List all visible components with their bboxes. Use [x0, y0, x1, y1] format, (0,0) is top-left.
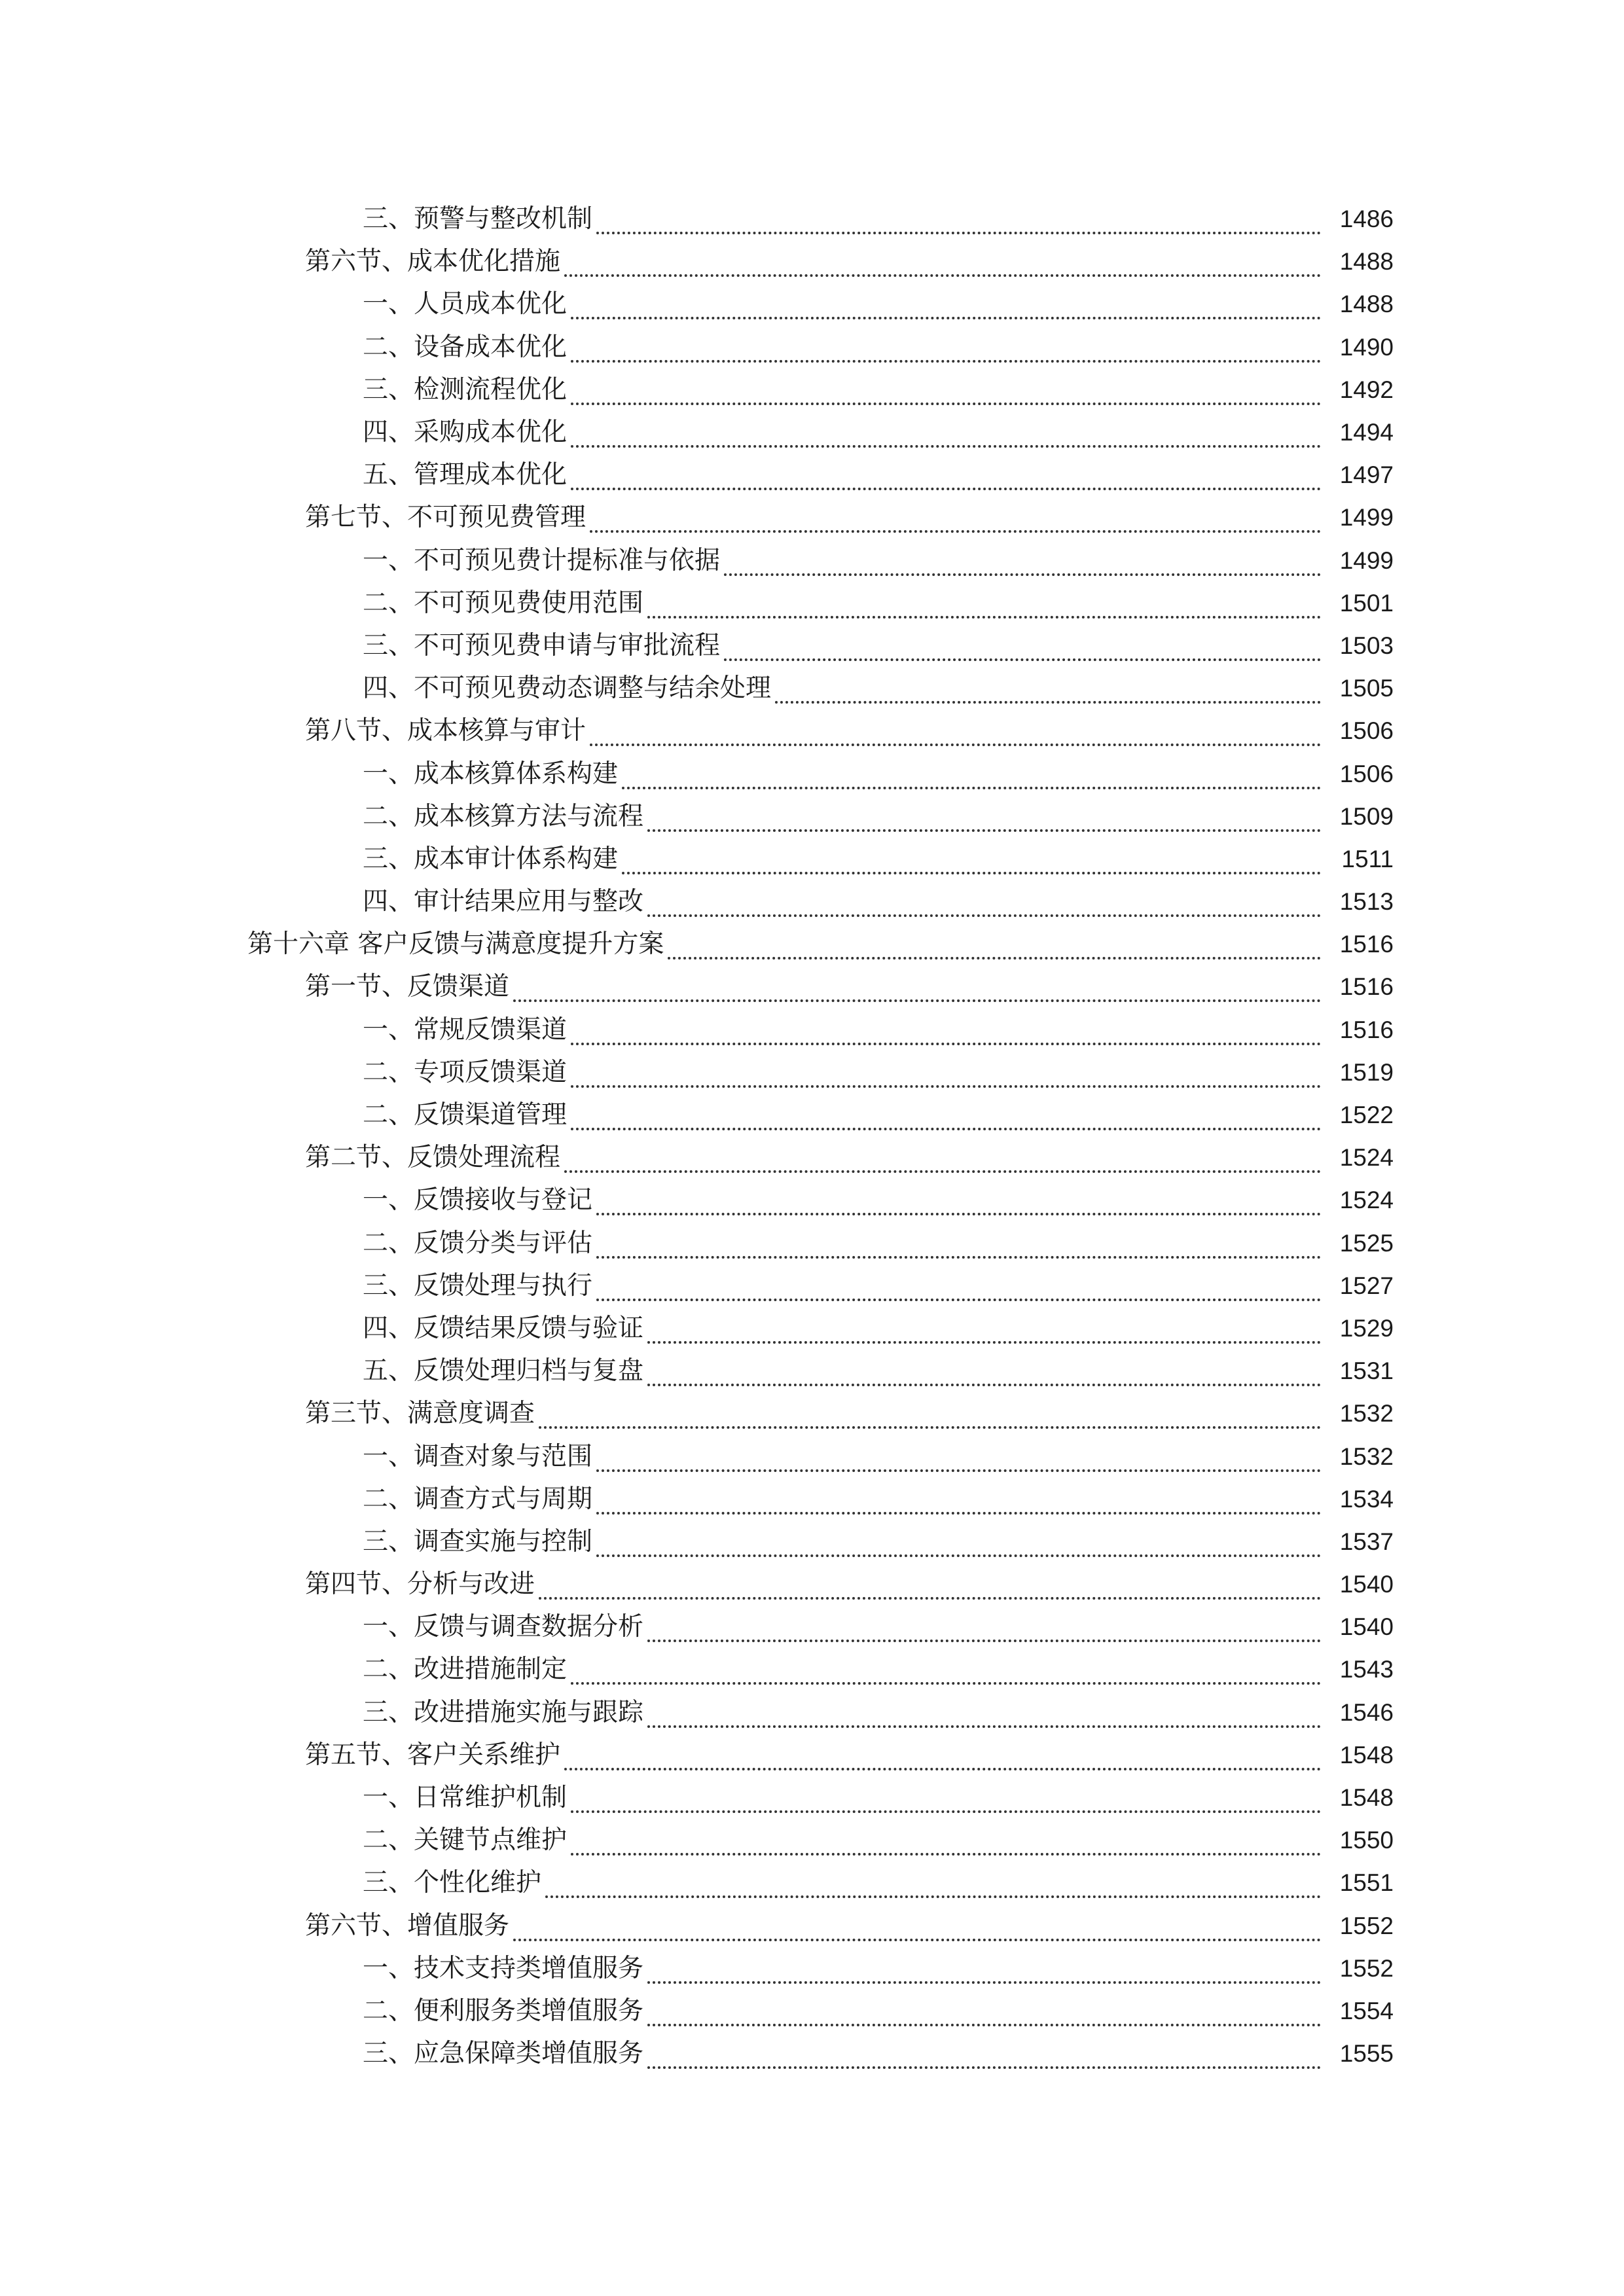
toc-entry[interactable]: [0, 411, 1624, 454]
toc-entry-page-number: 1524: [1339, 1144, 1394, 1172]
toc-dot-leader: [622, 761, 1321, 789]
toc-entry-page-number: 1513: [1339, 888, 1394, 916]
toc-entry[interactable]: [0, 1563, 1624, 1605]
toc-entry-title: 第十六章 客户反馈与满意度提升方案: [247, 929, 664, 960]
toc-entry-page-number: 1490: [1339, 333, 1394, 361]
toc-entry-title: 一、人员成本优化: [363, 289, 568, 319]
toc-entry-title: 二、设备成本优化: [363, 332, 568, 362]
toc-dot-leader: [647, 804, 1321, 832]
toc-dot-leader: [596, 1230, 1321, 1259]
toc-dot-leader: [647, 2041, 1321, 2069]
toc-entry[interactable]: [0, 1905, 1624, 1947]
toc-entry[interactable]: [0, 965, 1624, 1008]
toc-entry-title: 四、采购成本优化: [363, 418, 568, 448]
toc-entry[interactable]: [0, 1648, 1624, 1691]
toc-entry[interactable]: [0, 1861, 1624, 1904]
toc-entry-page-number: 1534: [1339, 1485, 1394, 1513]
toc-entry-page-number: 1509: [1339, 802, 1394, 830]
toc-entry-page-number: 1529: [1339, 1314, 1394, 1342]
toc-entry[interactable]: [0, 1307, 1624, 1350]
toc-entry-title: 一、日常维护机制: [363, 1783, 568, 1813]
toc-entry[interactable]: [0, 1009, 1624, 1051]
toc-entry-title: 一、反馈接收与登记: [363, 1185, 593, 1215]
toc-entry[interactable]: [0, 923, 1624, 965]
toc-entry-page-number: 1522: [1339, 1102, 1394, 1129]
toc-entry-title: 一、常规反馈渠道: [363, 1014, 568, 1045]
toc-entry-title: 三、反馈处理与执行: [363, 1270, 593, 1300]
toc-entry-title: 第二节、反馈处理流程: [305, 1143, 561, 1173]
toc-entry[interactable]: [0, 1435, 1624, 1477]
toc-entry-title: 第八节、成本核算与审计: [305, 716, 586, 746]
toc-dot-leader: [724, 548, 1321, 576]
toc-entry-title: 五、反馈处理归档与复盘: [363, 1356, 644, 1386]
toc-entry-page-number: 1525: [1339, 1229, 1394, 1257]
toc-entry-title: 一、反馈与调查数据分析: [363, 1612, 644, 1642]
toc-dot-leader: [647, 1956, 1321, 1984]
toc-entry-page-number: 1527: [1339, 1272, 1394, 1299]
toc-entry[interactable]: [0, 624, 1624, 667]
toc-entry-title: 一、技术支持类增值服务: [363, 1953, 644, 1983]
toc-entry-title: 三、检测流程优化: [363, 374, 568, 404]
toc-dot-leader: [590, 718, 1321, 746]
toc-dot-leader: [571, 1102, 1321, 1130]
toc-entry-page-number: 1532: [1339, 1400, 1394, 1427]
toc-entry-page-number: 1548: [1339, 1741, 1394, 1768]
toc-entry-page-number: 1488: [1339, 291, 1394, 318]
toc-entry[interactable]: [0, 582, 1624, 624]
toc-entry-page-number: 1506: [1339, 760, 1394, 787]
toc-entry-page-number: 1540: [1339, 1613, 1394, 1641]
toc-dot-leader: [571, 1827, 1321, 1856]
toc-dot-leader: [647, 1700, 1321, 1728]
toc-dot-leader: [571, 377, 1321, 405]
toc-entry-title: 二、专项反馈渠道: [363, 1057, 568, 1087]
toc-entry-page-number: 1524: [1339, 1187, 1394, 1214]
toc-entry[interactable]: [0, 1520, 1624, 1563]
toc-entry-page-number: 1519: [1339, 1058, 1394, 1086]
toc-entry-title: 三、改进措施实施与跟踪: [363, 1697, 644, 1727]
toc-dot-leader: [647, 1316, 1321, 1344]
toc-dot-leader: [564, 1742, 1321, 1770]
toc-entry[interactable]: [0, 1691, 1624, 1734]
toc-entry-page-number: 1551: [1339, 1869, 1394, 1897]
toc-entry-title: 二、反馈分类与评估: [363, 1228, 593, 1258]
toc-entry-page-number: 1511: [1341, 845, 1394, 872]
toc-dot-leader: [596, 1486, 1321, 1515]
toc-dot-leader: [668, 931, 1321, 960]
toc-entry-page-number: 1548: [1339, 1784, 1394, 1812]
toc-dot-leader: [545, 1870, 1321, 1898]
toc-dot-leader: [539, 1571, 1321, 1600]
toc-entry[interactable]: [0, 326, 1624, 368]
toc-entry-title: 三、不可预见费申请与审批流程: [363, 630, 721, 660]
toc-entry[interactable]: [0, 1222, 1624, 1265]
toc-entry-title: 三、个性化维护: [363, 1868, 542, 1898]
toc-dot-leader: [564, 249, 1321, 277]
toc-entry[interactable]: [0, 454, 1624, 496]
toc-entry-page-number: 1516: [1339, 973, 1394, 1001]
toc-dot-leader: [775, 675, 1321, 704]
toc-entry-page-number: 1505: [1339, 675, 1394, 702]
toc-entry-page-number: 1552: [1339, 1912, 1394, 1939]
toc-entry-page-number: 1499: [1339, 504, 1394, 531]
toc-entry[interactable]: [0, 1179, 1624, 1221]
toc-entry-page-number: 1555: [1339, 2040, 1394, 2068]
toc-dot-leader: [647, 590, 1321, 619]
toc-entry-page-number: 1531: [1339, 1357, 1394, 1385]
toc-entry-title: 四、反馈结果反馈与验证: [363, 1313, 644, 1343]
toc-entry-page-number: 1552: [1339, 1954, 1394, 1982]
toc-entry-title: 一、调查对象与范围: [363, 1441, 593, 1471]
toc-entry[interactable]: [0, 368, 1624, 411]
toc-entry-title: 二、成本核算方法与流程: [363, 801, 644, 831]
toc-dot-leader: [647, 1358, 1321, 1386]
toc-entry-page-number: 1494: [1339, 419, 1394, 446]
toc-entry[interactable]: [0, 667, 1624, 709]
toc-dot-leader: [647, 889, 1321, 917]
toc-dot-leader: [571, 334, 1321, 363]
toc-dot-leader: [564, 1145, 1321, 1173]
toc-entry[interactable]: [0, 1947, 1624, 1990]
toc-entry-title: 五、管理成本优化: [363, 460, 568, 490]
toc-entry[interactable]: [0, 1478, 1624, 1520]
toc-entry-page-number: 1488: [1339, 248, 1394, 276]
toc-dot-leader: [596, 1187, 1321, 1215]
toc-entry[interactable]: [0, 1051, 1624, 1094]
toc-entry-page-number: 1503: [1339, 632, 1394, 659]
toc-entry[interactable]: [0, 709, 1624, 752]
toc-entry[interactable]: [0, 1605, 1624, 1648]
toc-entry-title: 二、调查方式与周期: [363, 1484, 593, 1514]
toc-dot-leader: [647, 1614, 1321, 1642]
toc-dot-leader: [596, 1529, 1321, 1557]
toc-entry[interactable]: [0, 1265, 1624, 1307]
toc-entry[interactable]: [0, 795, 1624, 838]
toc-entry-title: 二、不可预见费使用范围: [363, 588, 644, 618]
toc-entry-title: 第三节、满意度调查: [305, 1399, 535, 1429]
toc-entry-page-number: 1554: [1339, 1997, 1394, 2024]
toc-entry[interactable]: [0, 1136, 1624, 1179]
toc-entry-title: 第六节、成本优化措施: [305, 247, 561, 277]
toc-dot-leader: [513, 1913, 1321, 1941]
toc-entry-page-number: 1532: [1339, 1443, 1394, 1470]
toc-dot-leader: [596, 1273, 1321, 1301]
toc-entry-page-number: 1516: [1339, 931, 1394, 958]
toc-entry-page-number: 1516: [1339, 1016, 1394, 1043]
toc-entry[interactable]: [0, 1819, 1624, 1861]
table-of-contents: [0, 198, 1624, 2075]
toc-entry[interactable]: [0, 1776, 1624, 1819]
toc-entry[interactable]: [0, 539, 1624, 582]
toc-dot-leader: [590, 505, 1321, 533]
toc-entry[interactable]: [0, 1990, 1624, 2032]
toc-dot-leader: [571, 462, 1321, 490]
toc-entry-page-number: 1543: [1339, 1656, 1394, 1683]
toc-entry-page-number: 1499: [1339, 547, 1394, 574]
toc-dot-leader: [596, 1444, 1321, 1472]
toc-entry-title: 二、反馈渠道管理: [363, 1100, 568, 1130]
toc-dot-leader: [539, 1401, 1321, 1429]
toc-entry-title: 三、预警与整改机制: [363, 204, 593, 234]
toc-entry-title: 第五节、客户关系维护: [305, 1740, 561, 1770]
toc-dot-leader: [571, 1657, 1321, 1685]
toc-dot-leader: [571, 1017, 1321, 1045]
toc-entry-page-number: 1537: [1339, 1528, 1394, 1555]
toc-dot-leader: [571, 291, 1321, 319]
toc-entry-title: 三、应急保障类增值服务: [363, 2039, 644, 2069]
toc-dot-leader: [724, 633, 1321, 661]
toc-entry-title: 三、成本审计体系构建: [363, 844, 619, 874]
toc-entry-title: 一、不可预见费计提标准与依据: [363, 545, 721, 575]
toc-dot-leader: [513, 974, 1321, 1002]
toc-entry-title: 一、成本核算体系构建: [363, 759, 619, 789]
toc-dot-leader: [571, 1785, 1321, 1813]
toc-entry[interactable]: [0, 1350, 1624, 1392]
toc-entry-title: 第一节、反馈渠道: [305, 972, 510, 1002]
toc-dot-leader: [647, 1998, 1321, 2026]
toc-dot-leader: [596, 206, 1321, 234]
toc-dot-leader: [571, 1060, 1321, 1088]
toc-entry[interactable]: [0, 1094, 1624, 1136]
toc-entry-title: 四、审计结果应用与整改: [363, 887, 644, 917]
toc-entry-page-number: 1497: [1339, 461, 1394, 489]
toc-entry[interactable]: [0, 752, 1624, 795]
toc-entry[interactable]: [0, 1734, 1624, 1776]
toc-entry-page-number: 1540: [1339, 1571, 1394, 1598]
toc-entry-title: 二、便利服务类增值服务: [363, 1996, 644, 2026]
toc-entry[interactable]: [0, 2032, 1624, 2075]
toc-entry-title: 第四节、分析与改进: [305, 1570, 535, 1600]
toc-entry-title: 三、调查实施与控制: [363, 1526, 593, 1556]
toc-entry-page-number: 1501: [1339, 589, 1394, 617]
toc-entry-page-number: 1546: [1339, 1698, 1394, 1726]
toc-entry-page-number: 1486: [1339, 206, 1394, 233]
toc-entry[interactable]: [0, 496, 1624, 539]
toc-dot-leader: [571, 420, 1321, 448]
toc-entry-title: 二、改进措施制定: [363, 1655, 568, 1685]
toc-entry-title: 第六节、增值服务: [305, 1910, 510, 1941]
toc-entry-page-number: 1550: [1339, 1827, 1394, 1854]
toc-entry[interactable]: [0, 240, 1624, 283]
toc-dot-leader: [622, 846, 1321, 874]
toc-entry[interactable]: [0, 838, 1624, 880]
toc-entry[interactable]: [0, 1392, 1624, 1435]
toc-entry[interactable]: [0, 283, 1624, 325]
toc-entry-page-number: 1506: [1339, 717, 1394, 745]
toc-entry-title: 第七节、不可预见费管理: [305, 503, 586, 533]
toc-entry-title: 四、不可预见费动态调整与结余处理: [363, 673, 772, 704]
toc-entry[interactable]: [0, 198, 1624, 240]
toc-entry-title: 二、关键节点维护: [363, 1825, 568, 1856]
toc-entry[interactable]: [0, 880, 1624, 923]
toc-entry-page-number: 1492: [1339, 376, 1394, 403]
